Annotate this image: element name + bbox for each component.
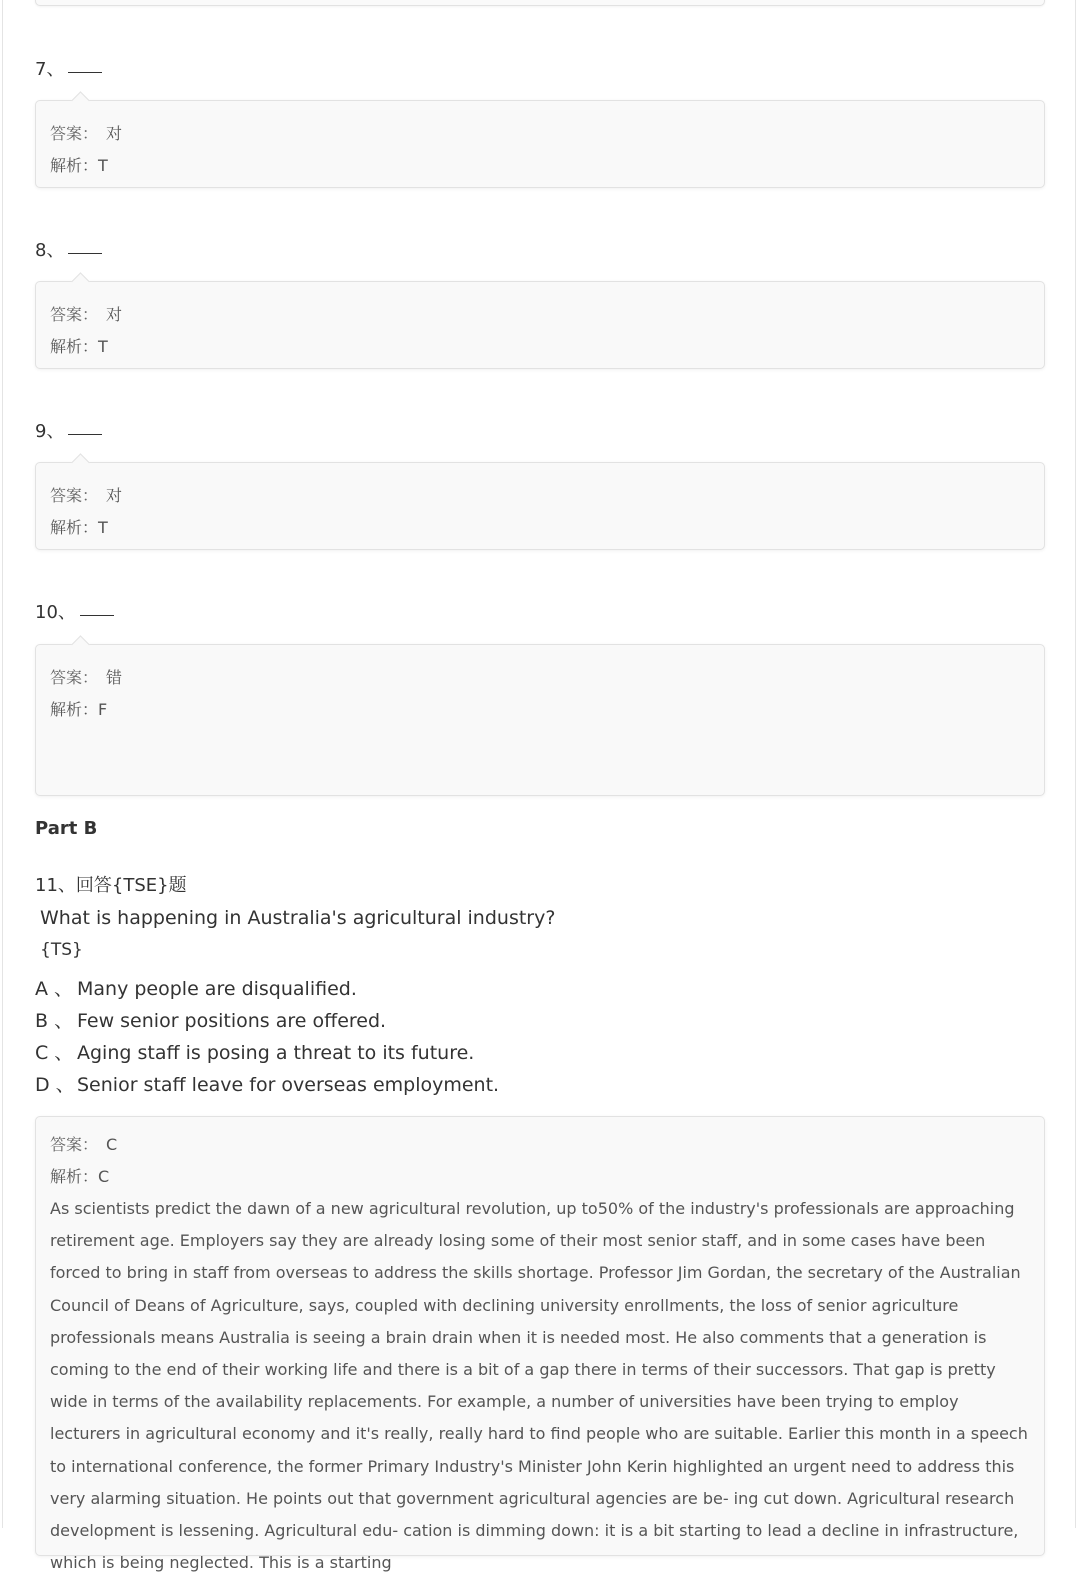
option-key: A 、 [35, 978, 74, 1000]
question-10-answer-box [35, 644, 1045, 796]
option-text: Many people are disqualified. [77, 978, 357, 1000]
option-text: Few senior positions are offered. [77, 1010, 387, 1032]
analysis-line [50, 150, 1030, 182]
analysis-line [50, 1161, 1030, 1193]
option-key: C 、 [35, 1042, 74, 1064]
question-11-answer-box [35, 1116, 1045, 1573]
answer-label: 答案： [50, 1135, 99, 1154]
analysis-label: 解析： [50, 337, 99, 356]
option-key: D 、 [35, 1074, 75, 1096]
question-number: 7、 [35, 59, 65, 80]
option-a[interactable] [35, 976, 357, 1002]
analysis-value: C [98, 1167, 110, 1186]
question-8-answer-box [35, 281, 1045, 369]
option-d[interactable] [35, 1072, 499, 1098]
question-number: 8、 [35, 240, 65, 261]
part-title: Part B [35, 818, 98, 839]
question-7-label [35, 58, 102, 82]
answer-blank [68, 434, 102, 435]
answer-blank [80, 615, 114, 616]
option-key: B 、 [35, 1010, 74, 1032]
option-c[interactable] [35, 1040, 474, 1066]
question-9-answer-box [35, 462, 1045, 550]
question-number: 9、 [35, 421, 65, 442]
analysis-label: 解析： [50, 1167, 99, 1186]
answer-label: 答案： [50, 305, 99, 324]
analysis-value: F [98, 700, 108, 719]
question-9-label [35, 420, 102, 444]
explanation-text: As scientists predict the dawn of a new agricultural revolution, up to50% of the industry's professionals are approaching retirement age. Employers say they are already losing some of their most senior staff, and in some cases have been forced to bring in staff from overseas to address the skills shortage. Professor Jim Gordan, the secretary of the Australian Council of Deans of Agriculture, says, coupled with declining university enrollments, the loss of senior agriculture professionals means Australia is seeing a brain drain when it is needed most. He also comments that a generation is coming to the end of their working life and there is a bit of a gap there in terms of their successors. That gap is pretty wide in terms of the availability replacements. For example, a number of universities have been trying to employ lecturers in agricultural economy and it's really, really hard to find people who are suitable. Earlier this month in a speech to international conference, the former Primary Industry's Minister John Kerin highlighted an urgent need to address this very alarming situation. He points out that government agricultural agencies are be- ing cut down. Agricultural research development is lessening. Agricultural edu- cation is dimming down: it is a bit starting to lead a decline in infrastructure, which is being neglected. This is a starting [50, 1199, 1028, 1573]
answer-value: 对 [106, 124, 123, 143]
answer-value: 对 [106, 486, 123, 505]
answer-value: 错 [106, 668, 123, 687]
answer-line [50, 480, 1030, 512]
analysis-value: T [98, 156, 108, 175]
analysis-value: T [98, 518, 108, 537]
answer-value: C [106, 1135, 118, 1154]
answer-label: 答案： [50, 486, 99, 505]
analysis-label: 解析： [50, 700, 99, 719]
answer-line [50, 299, 1030, 331]
question-number: 10、 [35, 602, 76, 623]
option-text: Senior staff leave for overseas employment. [77, 1074, 500, 1096]
question-10-label [35, 601, 114, 625]
answer-label: 答案： [50, 124, 99, 143]
option-b[interactable] [35, 1008, 386, 1034]
answer-line [50, 1129, 1030, 1161]
analysis-line [50, 331, 1030, 363]
previous-answer-box [35, 0, 1045, 6]
analysis-label: 解析： [50, 156, 99, 175]
answer-line [50, 662, 1030, 694]
analysis-line [50, 694, 1030, 726]
analysis-label: 解析： [50, 518, 99, 537]
answer-line [50, 118, 1030, 150]
question-11-ts: {TS} [40, 940, 83, 960]
question-11-heading: 11、回答{TSE}题 [35, 875, 187, 896]
answer-blank [68, 72, 102, 73]
option-text: Aging staff is posing a threat to its future. [77, 1042, 475, 1064]
answer-blank [68, 253, 102, 254]
analysis-line [50, 512, 1030, 544]
answer-label: 答案： [50, 668, 99, 687]
question-8-label [35, 239, 102, 263]
analysis-value: T [98, 337, 108, 356]
question-11-stem: What is happening in Australia's agricultural industry? [40, 907, 556, 929]
question-7-answer-box [35, 100, 1045, 188]
answer-value: 对 [106, 305, 123, 324]
